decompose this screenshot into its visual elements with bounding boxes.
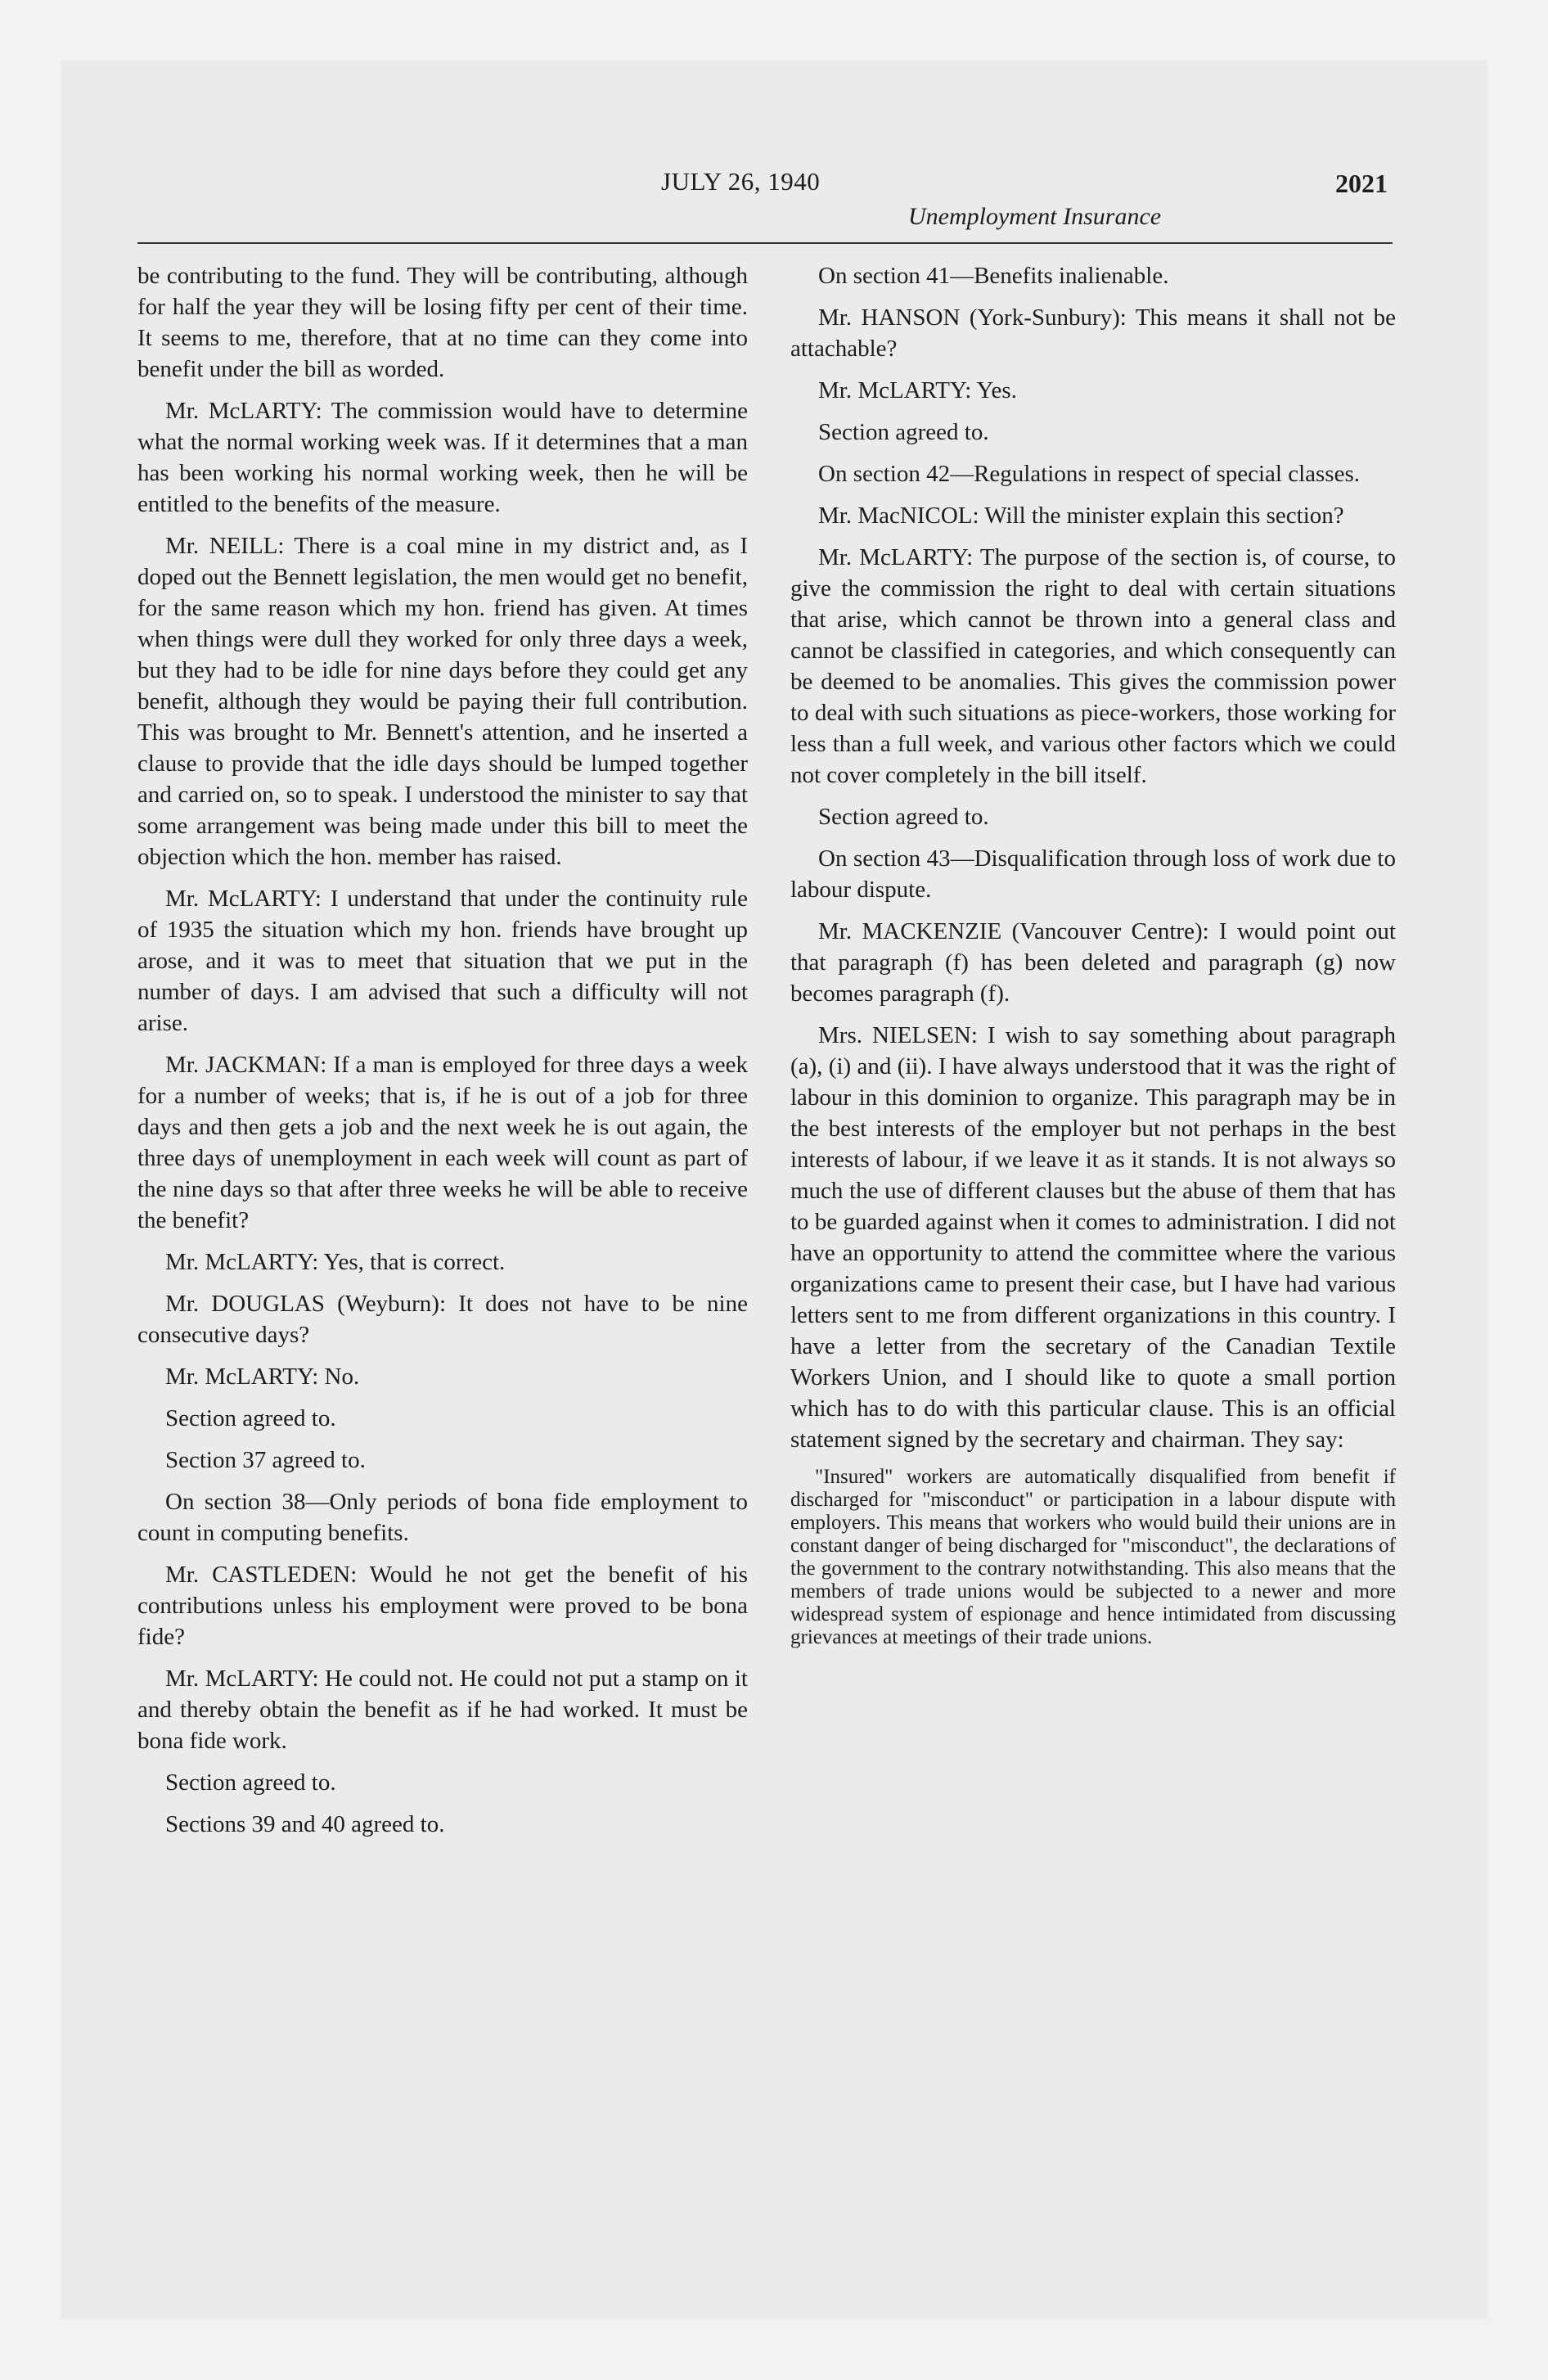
paragraph: Mr. McLARTY: He could not. He could not put a stamp on it and thereby obtain the benefit as if he had worked. It must be bona fide work. bbox=[137, 1666, 748, 1754]
paragraph: Mr. DOUGLAS (Weyburn): It does not have to be nine consecutive days? bbox=[137, 1291, 748, 1348]
paragraph: be contributing to the fund. They will be contributing, although for half the year they will be losing fifty per cent of their time. It seems to me, therefore, that at no time can they come into benefit under the bill as worded. bbox=[137, 263, 748, 382]
paragraph: Mr. McLARTY: The commission would have to determine what the normal working week was. If it determines that a man has been working his normal working week, then he will be entitled to the benefits of the measure. bbox=[137, 398, 748, 517]
paragraph: Mr. McLARTY: No. bbox=[165, 1364, 360, 1390]
left-column bbox=[137, 260, 748, 1850]
right-column bbox=[790, 260, 1396, 1649]
paragraph: Section agreed to. bbox=[818, 419, 989, 445]
paragraph: On section 41—Benefits inalienable. bbox=[818, 263, 1169, 289]
paragraph: Section agreed to. bbox=[818, 804, 989, 830]
paragraph: Mr. NEILL: There is a coal mine in my district and, as I doped out the Bennett legislation, the men would get no benefit, for the same reason which my hon. friend has given. At times when things were dull they worked for only three days a week, but they had to be idle for nine days before they could get any benefit, although they would be paying their full contribution. This was brought to Mr. Bennett's attention, and he inserted a clause to provide that the idle days should be lumped together and carried on, so to speak. I understood the minister to say that some arrangement was being made under this bill to meet the objection which the hon. member has raised. bbox=[137, 533, 748, 870]
paragraph: On section 43—Disqualification through loss of work due to labour dispute. bbox=[790, 845, 1396, 903]
paragraph: Mr. McLARTY: Yes, that is correct. bbox=[165, 1249, 506, 1275]
paragraph: Mr. CASTLEDEN: Would he not get the benefit of his contributions unless his employment were proved to be bona fide? bbox=[137, 1562, 748, 1650]
paragraph: Section 37 agreed to. bbox=[165, 1447, 366, 1473]
paragraph: Sections 39 and 40 agreed to. bbox=[165, 1811, 445, 1837]
header-rule bbox=[137, 242, 1393, 244]
header-subject: Unemployment Insurance bbox=[908, 203, 1162, 230]
paragraph: Mr. McLARTY: The purpose of the section is, of course, to give the commission the right to deal with certain situations that arise, which cannot be thrown into a general class and cannot be classified in categories, and which consequently can be deemed to be anomalies. This gives the commission power to deal with such situations as piece-workers, those working for less than a full week, and various other factors which we could not cover completely in the bill itself. bbox=[790, 544, 1396, 788]
paragraph: Mr. McLARTY: I understand that under the continuity rule of 1935 the situation which my hon. friends have brought up arose, and it was to meet that situation that we put in the number of days. I am advised that such a difficulty will not arise. bbox=[137, 886, 748, 1036]
paragraph: Mr. McLARTY: Yes. bbox=[818, 377, 1017, 403]
paragraph: Mr. HANSON (York-Sunbury): This means it shall not be attachable? bbox=[790, 304, 1396, 362]
block-quote: "Insured" workers are automatically disqualified from benefit if discharged for "misconduct" or participation in a labour dispute with employers. This means that workers who would build their unions are in constant danger of being discharged for "misconduct", the declarations of the government to the contrary notwithstanding. This also means that the members of trade unions would be subjected to a newer and more widespread system of espionage and hence intimidated from discussing grievances at meetings of their trade unions. bbox=[790, 1466, 1396, 1648]
paragraph: Mr. JACKMAN: If a man is employed for three days a week for a number of weeks; that is, if he is out of a job for three days and then gets a job and the next week he is out again, the three days of unemployment in each week will count as part of the nine days so that after three weeks he will be able to receive the benefit? bbox=[137, 1052, 748, 1233]
paragraph: Section agreed to. bbox=[165, 1405, 336, 1431]
paragraph: Mr. MacNICOL: Will the minister explain this section? bbox=[818, 503, 1344, 529]
header-page-number: 2021 bbox=[1335, 169, 1388, 198]
paragraph: On section 42—Regulations in respect of special classes. bbox=[818, 461, 1361, 487]
paragraph: Mr. MACKENZIE (Vancouver Centre): I would point out that paragraph (f) has been deleted and paragraph (g) now becomes paragraph (f). bbox=[790, 918, 1396, 1007]
header-date: JULY 26, 1940 bbox=[661, 167, 821, 196]
paragraph: Mrs. NIELSEN: I wish to say something about paragraph (a), (i) and (ii). I have always understood that it was the right of labour in this dominion to organize. This paragraph may be in the best interests of the employer but not perhaps in the best interests of labour, if we leave it as it stands. It is not always so much the use of different clauses but the abuse of them that has to be guarded against when it comes to administration. I did not have an opportunity to attend the committee where the various organizations came to present their case, but I have had various letters sent to me from different organizations in this country. I have a letter from the secretary of the Canadian Textile Workers Union, and I should like to quote a small portion which has to do with this particular clause. This is an official statement signed by the secretary and chairman. They say: bbox=[790, 1022, 1396, 1453]
paragraph: Section agreed to. bbox=[165, 1769, 336, 1796]
paragraph: On section 38—Only periods of bona fide employment to count in computing benefits. bbox=[137, 1489, 748, 1546]
page-header bbox=[80, 103, 1389, 234]
